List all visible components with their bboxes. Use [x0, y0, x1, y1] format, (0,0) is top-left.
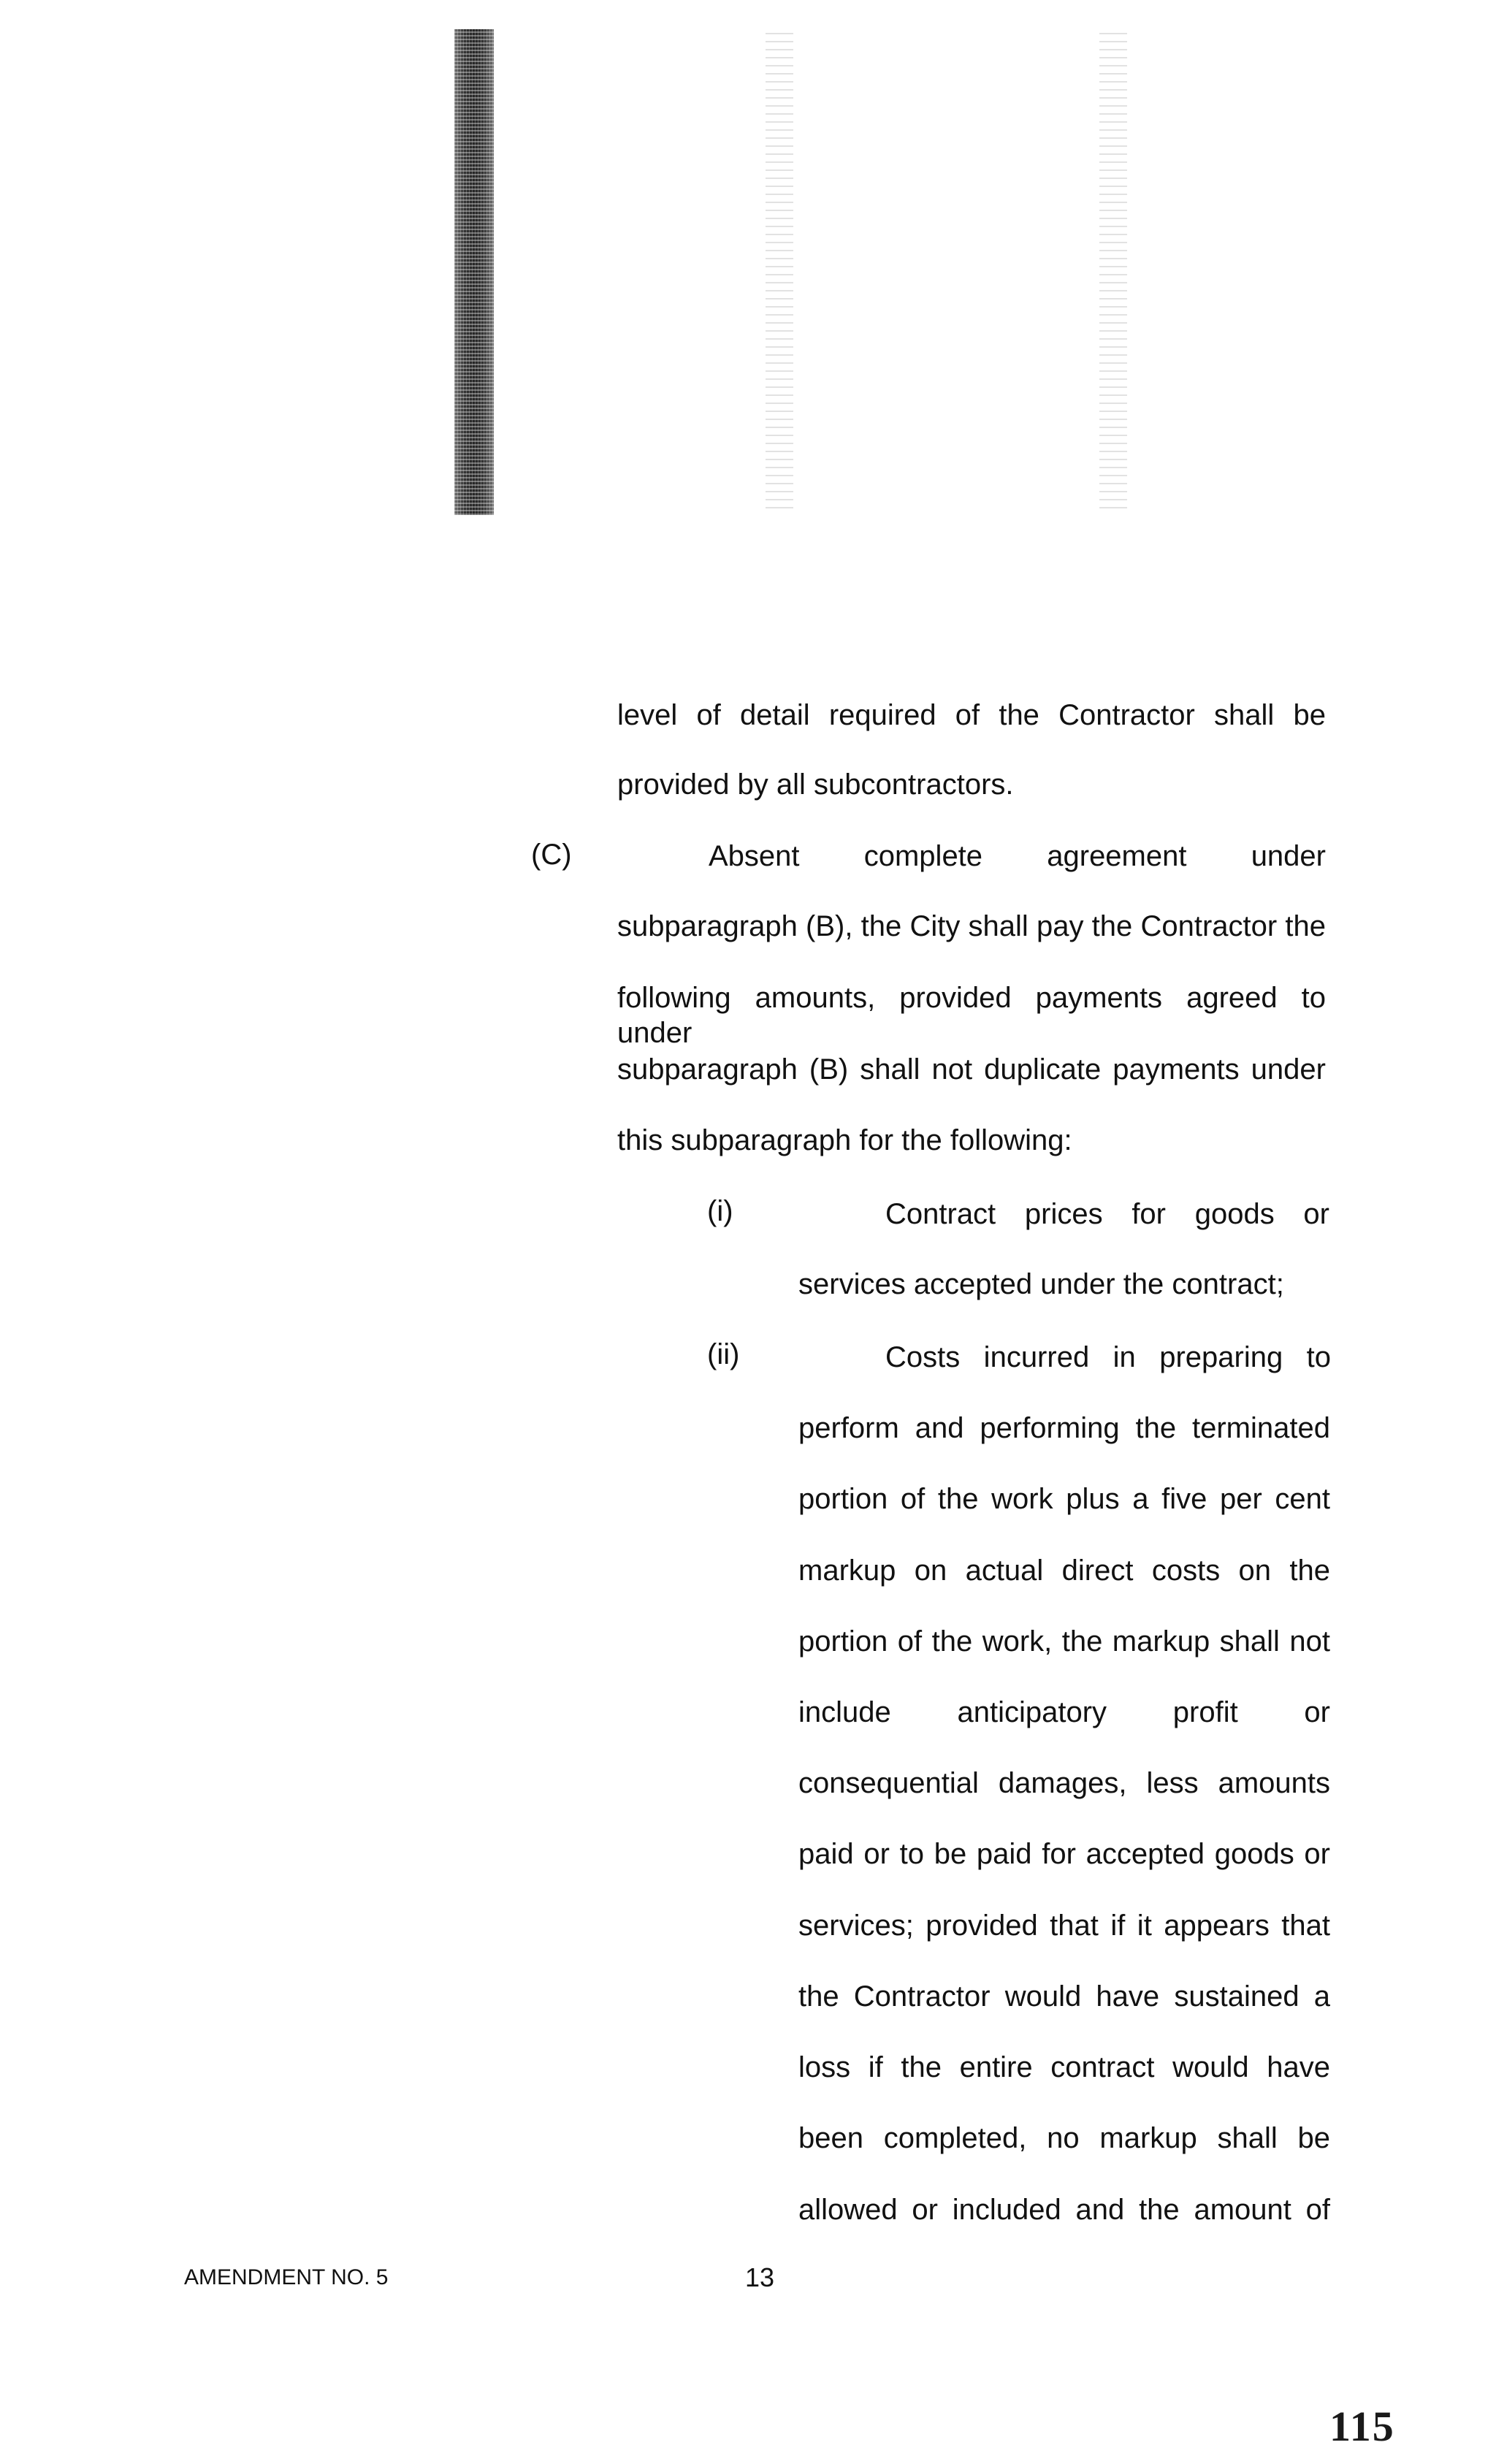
body-text-line: Contract prices for goods or [885, 1198, 1329, 1230]
body-text-line: loss if the entire contract would have [798, 2051, 1330, 2083]
body-text-line: the Contractor would have sustained a [798, 1980, 1330, 2013]
scan-artifact-bar [766, 29, 793, 515]
body-text-line: services; provided that if it appears that [798, 1910, 1330, 1942]
body-text-line: markup on actual direct costs on the [798, 1555, 1330, 1587]
body-text-line: paid or to be paid for accepted goods or [798, 1838, 1330, 1870]
body-text-line: subparagraph (B), the City shall pay the Contractor the [617, 910, 1326, 942]
body-text-line: consequential damages, less amounts [798, 1767, 1330, 1799]
body-text-line: this subparagraph for the following: [617, 1124, 1072, 1156]
body-text-line: include anticipatory profit or [798, 1696, 1330, 1728]
body-text-line: following amounts, provided payments agreed to under [617, 982, 1326, 1049]
body-text-line: provided by all subcontractors. [617, 768, 1014, 801]
amendment-label: AMENDMENT NO. 5 [184, 2265, 389, 2289]
scan-artifact-bar [1099, 29, 1127, 515]
list-item-marker: (ii) [707, 1338, 740, 1370]
body-text-line: services accepted under the contract; [798, 1268, 1284, 1300]
body-text-line: level of detail required of the Contractor shall be [617, 699, 1326, 731]
body-text-line: been completed, no markup shall be [798, 2122, 1330, 2154]
body-text-line: Costs incurred in preparing to [885, 1341, 1331, 1373]
body-text-line: Absent complete agreement under [709, 840, 1326, 872]
paragraph-marker: (C) [531, 839, 572, 871]
page-number: 13 [745, 2262, 775, 2292]
body-text-line: portion of the work, the markup shall not [798, 1625, 1330, 1658]
list-item-marker: (i) [707, 1195, 733, 1227]
body-text-line: portion of the work plus a five per cent [798, 1483, 1330, 1515]
body-text-line: allowed or included and the amount of [798, 2194, 1330, 2226]
scan-artifact-bar [454, 29, 494, 515]
stamped-page-number: 115 [1329, 2403, 1395, 2450]
body-text-line: perform and performing the terminated [798, 1412, 1330, 1444]
body-text-line: subparagraph (B) shall not duplicate payments under [617, 1053, 1326, 1086]
